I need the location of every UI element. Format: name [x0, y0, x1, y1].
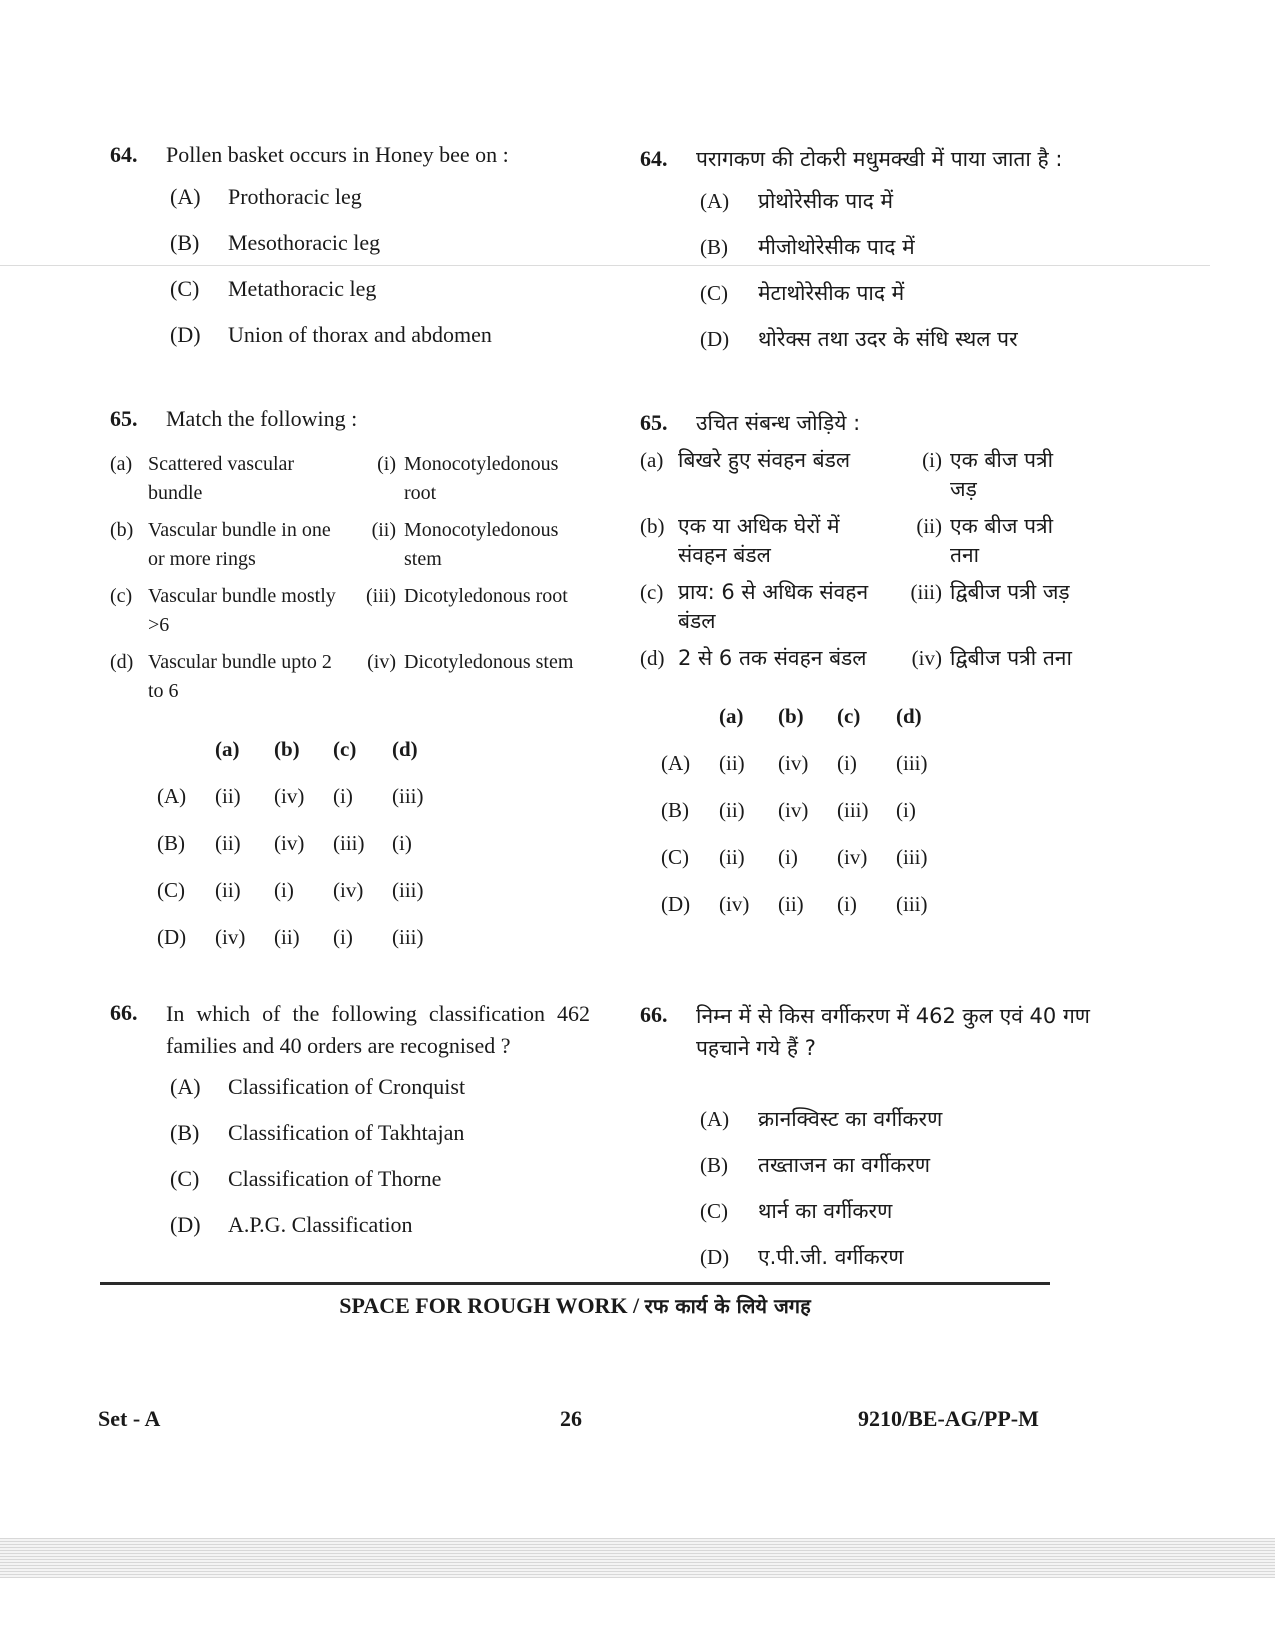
question-text: उचित संबन्ध जोड़िये :	[696, 411, 861, 435]
answer-row-d: (D) (iv) (ii) (i) (iii)	[661, 892, 928, 916]
option-b: (B) Classification of Takhtajan	[170, 1120, 465, 1145]
answer-table	[660, 693, 954, 928]
answer-header-row: (a) (b) (c) (d)	[215, 737, 418, 761]
question-65-hi	[640, 408, 1130, 928]
question-number: 64.	[110, 142, 138, 167]
answer-row-a: (A) (ii) (iv) (i) (iii)	[157, 784, 424, 808]
option-a: (A) Classification of Cronquist	[170, 1074, 466, 1099]
match-row: (a) बिखरे हुए संवहन बंडल (i) एक बीज पत्री जड़	[640, 448, 1054, 501]
option-c: (C) मेटाथोरेसीक पाद में	[700, 281, 905, 305]
page-number: 26	[560, 1406, 582, 1431]
question-66-en	[110, 998, 590, 1240]
match-table	[640, 446, 1084, 681]
answer-header-row: (a) (b) (c) (d)	[719, 704, 922, 728]
match-row: (b) एक या अधिक घेरों में संवहन बंडल (ii) एक बीज पत्री तना	[640, 514, 1054, 567]
option-a: (A) क्रानक्विस्ट का वर्गीकरण	[700, 1107, 943, 1131]
option-b: (B) मीजोथोरेसीक पाद में	[700, 235, 915, 259]
rough-work-label: SPACE FOR ROUGH WORK / रफ कार्य के लिये जगह	[339, 1293, 811, 1318]
match-row: (a) Scattered vascular bundle (i) Monocotyledonous root	[110, 453, 559, 504]
match-table	[110, 450, 578, 714]
answer-row-d: (D) (iv) (ii) (i) (iii)	[157, 925, 424, 949]
option-c: (C) थार्न का वर्गीकरण	[700, 1199, 893, 1223]
question-text: Match the following :	[166, 406, 358, 431]
answer-table	[156, 726, 450, 961]
question-text: परागकण की टोकरी मधुमक्खी में पाया जाता है :	[696, 147, 1063, 171]
question-number: 65.	[110, 406, 138, 431]
rough-work-divider	[100, 1282, 1050, 1285]
question-number: 66.	[110, 1000, 138, 1025]
option-b: (B) Mesothoracic leg	[170, 230, 381, 255]
option-c: (C) Classification of Thorne	[170, 1166, 442, 1191]
option-a: (A) प्रोथोरेसीक पाद में	[700, 189, 894, 213]
option-b: (B) तख्ताजन का वर्गीकरण	[700, 1153, 931, 1177]
question-64-hi	[640, 144, 1130, 354]
option-d: (D) Union of thorax and abdomen	[170, 322, 492, 347]
question-text: निम्न में से किस वर्गीकरण में 462 कुल एवं 40 गण पहचाने गये हैं ?	[696, 1004, 1090, 1060]
match-row: (c) प्राय: 6 से अधिक संवहन बंडल (iii) द्विबीज पत्री जड़	[640, 580, 1070, 633]
question-number: 65.	[640, 410, 668, 435]
scan-bottom-band	[0, 1538, 1275, 1578]
question-66-hi	[640, 1000, 1130, 1272]
question-number: 64.	[640, 146, 668, 171]
answer-row-a: (A) (ii) (iv) (i) (iii)	[661, 751, 928, 775]
option-d: (D) थोरेक्स तथा उदर के संधि स्थल पर	[700, 327, 1018, 351]
match-row: (d) Vascular bundle upto 2 to 6 (iv) Dicotyledonous stem	[110, 651, 574, 702]
question-text: In which of the following classification 462 families and 40 orders are recognised ?	[166, 1001, 590, 1058]
answer-row-c: (C) (ii) (i) (iv) (iii)	[661, 845, 928, 869]
option-a: (A) Prothoracic leg	[170, 184, 362, 209]
option-d: (D) A.P.G. Classification	[170, 1212, 413, 1237]
answer-row-b: (B) (ii) (iv) (iii) (i)	[661, 798, 916, 822]
match-row: (d) 2 से 6 तक संवहन बंडल (iv) द्विबीज पत्री तना	[640, 646, 1072, 670]
answer-row-c: (C) (ii) (i) (iv) (iii)	[157, 878, 424, 902]
question-number: 66.	[640, 1002, 668, 1027]
question-64-en	[110, 140, 590, 350]
set-label: Set - A	[98, 1406, 161, 1431]
paper-code: 9210/BE-AG/PP-M	[858, 1406, 1039, 1431]
question-text: Pollen basket occurs in Honey bee on :	[166, 142, 509, 167]
option-c: (C) Metathoracic leg	[170, 276, 377, 301]
match-row: (b) Vascular bundle in one or more rings (ii) Monocotyledonous stem	[110, 519, 559, 570]
answer-row-b: (B) (ii) (iv) (iii) (i)	[157, 831, 412, 855]
match-row: (c) Vascular bundle mostly >6 (iii) Dicotyledonous root	[110, 585, 568, 636]
question-65-en	[110, 404, 590, 961]
option-d: (D) ए.पी.जी. वर्गीकरण	[700, 1245, 904, 1269]
